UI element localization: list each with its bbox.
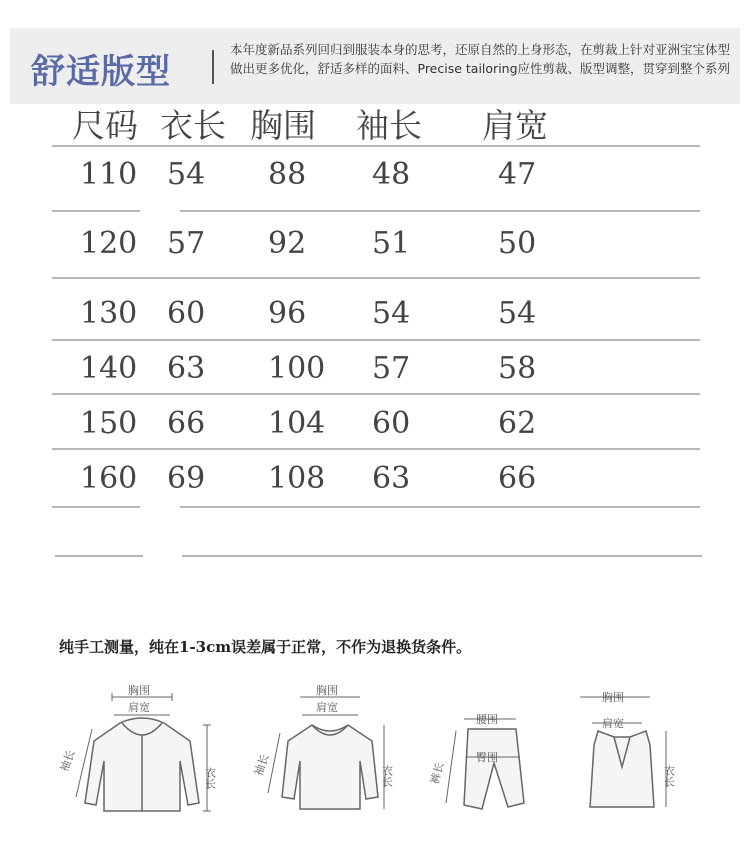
cell-size: 130 bbox=[80, 296, 138, 331]
header-size: 尺码 bbox=[72, 106, 138, 145]
pants-hip-label: 臀围 bbox=[476, 751, 498, 764]
table-rule bbox=[182, 555, 702, 557]
cell-chest: 92 bbox=[268, 226, 307, 261]
banner-title: 舒适版型 bbox=[31, 52, 171, 92]
cell-shoulder: 54 bbox=[498, 296, 537, 331]
cell-size: 110 bbox=[80, 157, 138, 192]
cell-sleeve: 51 bbox=[372, 226, 411, 261]
jacket-diagram bbox=[57, 684, 222, 820]
cell-length: 69 bbox=[167, 461, 206, 496]
cell-sleeve: 63 bbox=[372, 461, 411, 496]
cell-chest: 100 bbox=[268, 351, 326, 386]
header-shoulder: 肩宽 bbox=[482, 106, 548, 145]
cell-shoulder: 50 bbox=[498, 226, 537, 261]
table-rule bbox=[52, 145, 700, 147]
sweater-length-label: 衣长 bbox=[380, 765, 394, 787]
cell-shoulder: 62 bbox=[498, 406, 537, 441]
cell-chest: 96 bbox=[268, 296, 307, 331]
header-length: 衣长 bbox=[160, 106, 226, 145]
pants-waist-label: 腰围 bbox=[476, 713, 498, 726]
table-rule bbox=[52, 210, 140, 212]
cell-length: 66 bbox=[167, 406, 206, 441]
pants-diagram bbox=[428, 685, 532, 820]
table-rule bbox=[52, 339, 700, 341]
cell-size: 150 bbox=[80, 406, 138, 441]
cell-shoulder: 58 bbox=[498, 351, 537, 386]
header-sleeve: 袖长 bbox=[356, 106, 422, 145]
table-rule bbox=[52, 393, 700, 395]
cell-size: 140 bbox=[80, 351, 138, 386]
vest-chest-label: 胸围 bbox=[602, 691, 624, 704]
cell-length: 63 bbox=[167, 351, 206, 386]
banner-divider bbox=[212, 50, 214, 84]
cell-shoulder: 47 bbox=[498, 157, 537, 192]
cell-chest: 88 bbox=[268, 157, 307, 192]
vest-shoulder-label: 肩宽 bbox=[602, 717, 624, 730]
cell-length: 54 bbox=[167, 157, 206, 192]
table-rule bbox=[55, 555, 143, 557]
jacket-sleeve-label: 袖长 bbox=[57, 748, 78, 774]
measurement-note: 纯手工测量，纯在1-3cm误差属于正常，不作为退换货条件。 bbox=[59, 638, 472, 656]
table-rule bbox=[180, 506, 700, 508]
table-rule bbox=[52, 448, 700, 450]
sweater-shoulder-label: 肩宽 bbox=[316, 701, 338, 714]
cell-chest: 104 bbox=[268, 406, 326, 441]
cell-length: 60 bbox=[167, 296, 206, 331]
sweater-chest-label: 胸围 bbox=[316, 684, 338, 697]
cell-sleeve: 54 bbox=[372, 296, 411, 331]
header-chest: 胸围 bbox=[250, 106, 316, 145]
jacket-chest-label: 胸围 bbox=[128, 684, 150, 697]
table-rule bbox=[52, 506, 140, 508]
jacket-shoulder-label: 肩宽 bbox=[128, 701, 150, 714]
cell-sleeve: 60 bbox=[372, 406, 411, 441]
cell-size: 160 bbox=[80, 461, 138, 496]
table-rule bbox=[180, 210, 700, 212]
jacket-length-label: 衣长 bbox=[203, 767, 217, 789]
pants-length-label: 裤长 bbox=[428, 760, 447, 786]
sweater-sleeve-label: 袖长 bbox=[251, 752, 272, 778]
cell-shoulder: 66 bbox=[498, 461, 537, 496]
vest-length-label: 衣长 bbox=[662, 765, 676, 787]
cell-size: 120 bbox=[80, 226, 138, 261]
cell-sleeve: 57 bbox=[372, 351, 411, 386]
banner-description: 本年度新品系列回归到服装本身的思考，还原自然的上身形态，在剪裁上针对亚洲宝宝体型做出更多优化，舒适多样的面料、Precise tailoring应性剪裁、版型调整，贯穿到整个系列 bbox=[230, 42, 731, 76]
cell-length: 57 bbox=[167, 226, 206, 261]
sweater-diagram bbox=[251, 684, 406, 820]
cell-sleeve: 48 bbox=[372, 157, 411, 192]
table-rule bbox=[52, 277, 700, 279]
vest-diagram bbox=[570, 685, 690, 820]
cell-chest: 108 bbox=[268, 461, 326, 496]
